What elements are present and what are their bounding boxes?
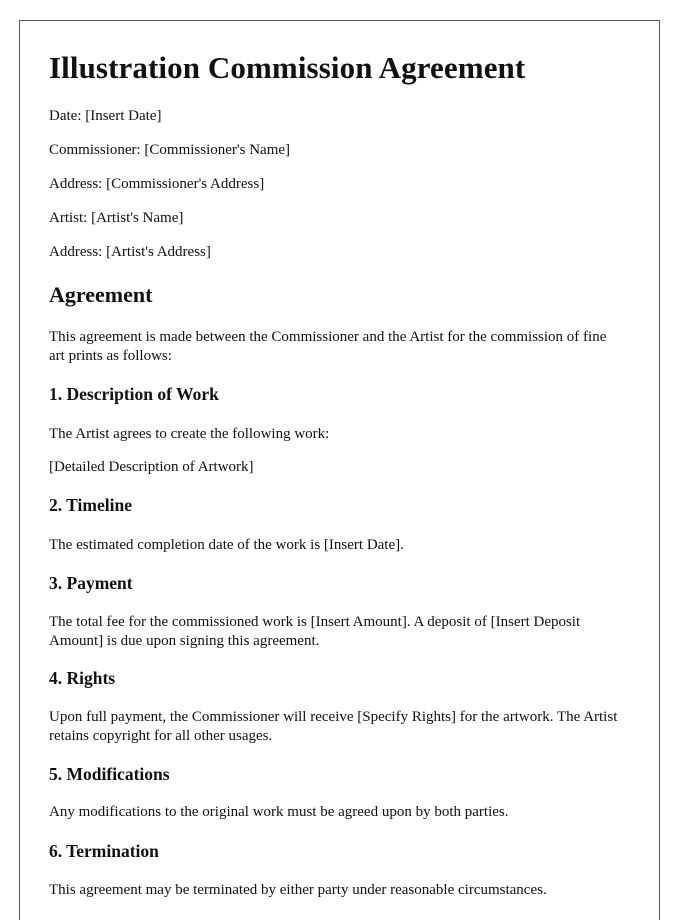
section-paragraph: The Artist agrees to create the following work: <box>49 426 330 442</box>
section-paragraph: The total fee for the commissioned work is [Insert Amount]. A deposit of [Insert Deposit Amount] is due upon signing this agreement. <box>49 614 581 649</box>
section-paragraph: This agreement may be terminated by either party under reasonable circumstances. <box>49 882 547 898</box>
document-page <box>19 20 660 920</box>
section-heading: 5. Modifications <box>49 764 170 784</box>
section-paragraph: [Detailed Description of Artwork] <box>49 459 254 475</box>
date-line: Date: [Insert Date] <box>49 108 162 124</box>
commissioner-line: Commissioner: [Commissioner's Name] <box>49 142 291 158</box>
intro-paragraph: This agreement is made between the Commissioner and the Artist for the commission of fine art prints as follows: <box>49 329 607 364</box>
section-heading: 6. Termination <box>49 841 159 861</box>
agreement-heading: Agreement <box>49 282 153 307</box>
artist-address-line: Address: [Artist's Address] <box>49 244 211 260</box>
commissioner-address-line: Address: [Commissioner's Address] <box>49 176 265 192</box>
section-paragraph: Upon full payment, the Commissioner will receive [Specify Rights] for the artwork. The Artist retains copyright for all other usages. <box>49 709 618 744</box>
section-heading: 4. Rights <box>49 668 116 688</box>
section-heading: 1. Description of Work <box>49 384 219 404</box>
section-heading: 2. Timeline <box>49 495 132 515</box>
section-paragraph: The estimated completion date of the work is [Insert Date]. <box>49 537 404 553</box>
artist-line: Artist: [Artist's Name] <box>49 210 184 226</box>
section-heading: 3. Payment <box>49 573 133 593</box>
section-paragraph: Any modifications to the original work must be agreed upon by both parties. <box>49 804 509 820</box>
document-title: Illustration Commission Agreement <box>49 50 526 85</box>
